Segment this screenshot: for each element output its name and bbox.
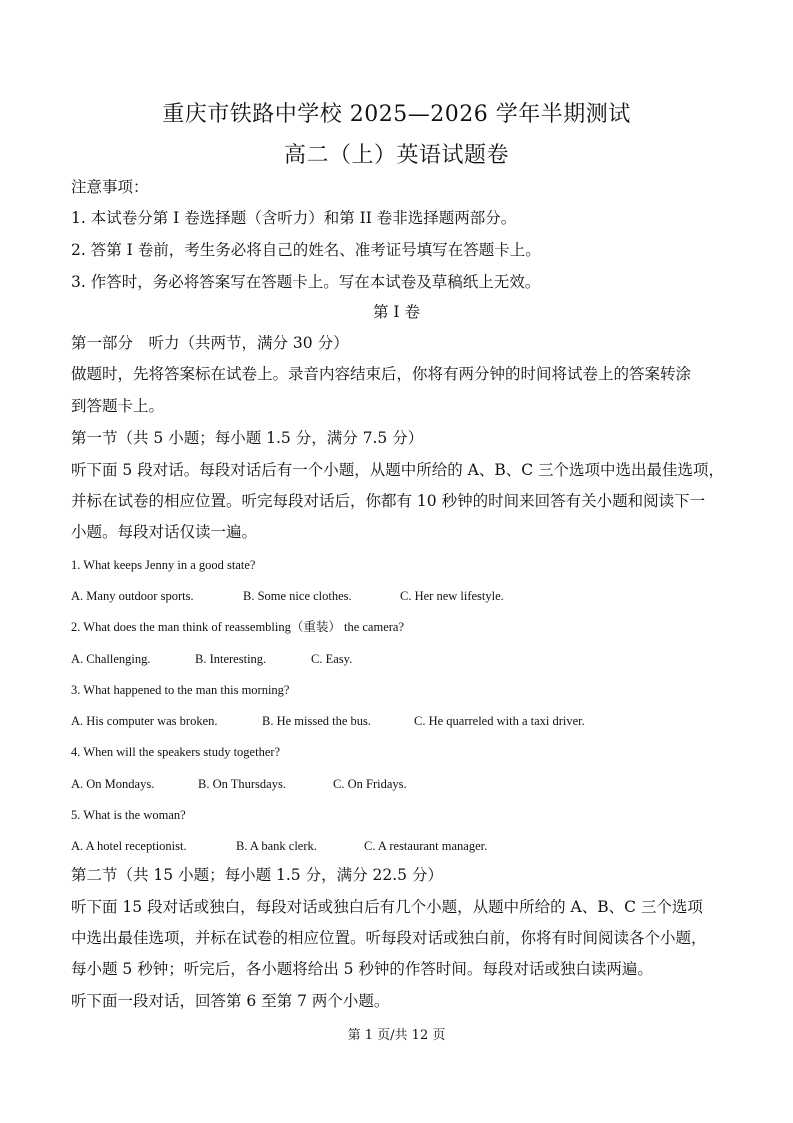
question-options [71, 836, 731, 856]
question-options [71, 586, 731, 606]
section1-instruction: 并标在试卷的相应位置。听完每段对话后，你都有 10 秒钟的时间来回答有关小题和阅读下一 [71, 492, 706, 510]
option-c: C. Easy. [311, 652, 353, 666]
notice-item: 2. 答第 I 卷前，考生务必将自己的姓名、准考证号填写在答题卡上。 [71, 241, 541, 259]
exam-title: 重庆市铁路中学校 2025—2026 学年半期测试 [162, 102, 631, 127]
option-b: B. Interesting. [195, 652, 267, 666]
notice-item: 3. 作答时，务必将答案写在答题卡上。写在本试卷及草稿纸上无效。 [71, 273, 541, 291]
section1-instruction: 小题。每段对话仅读一遍。 [71, 523, 258, 541]
option-a: A. Many outdoor sports. [71, 589, 194, 603]
section2-instruction: 听下面 15 段对话或独白，每段对话或独白后有几个小题，从题中所给的 A、B、C 三个选项 [71, 898, 703, 916]
question-stem: 1. What keeps Jenny in a good state? [71, 558, 256, 572]
question-stem: 5. What is the woman? [71, 808, 186, 822]
part1-heading: 第一部分 听力（共两节，满分 30 分） [71, 334, 349, 352]
option-b: B. A bank clerk. [236, 839, 317, 853]
option-a: A. Challenging. [71, 652, 151, 666]
section1-instruction: 听下面 5 段对话。每段对话后有一个小题，从题中所给的 A、B、C 三个选项中选出最佳选项， [71, 461, 725, 479]
option-c: C. He quarreled with a taxi driver. [414, 714, 585, 728]
page-number: 第 1 页/共 12 页 [347, 1028, 446, 1043]
section2-instruction: 中选出最佳选项，并标在试卷的相应位置。听每段对话或独白前，你将有时间阅读各个小题， [71, 929, 707, 947]
volume-heading: 第 I 卷 [373, 303, 420, 321]
part1-instruction: 做题时，先将答案标在试卷上。录音内容结束后，你将有两分钟的时间将试卷上的答案转涂 [71, 365, 692, 383]
option-b: B. On Thursdays. [198, 777, 286, 791]
notice-heading: 注意事项： [71, 178, 149, 196]
question-options [71, 774, 731, 794]
option-b: B. He missed the bus. [262, 714, 372, 728]
option-c: C. A restaurant manager. [364, 839, 488, 853]
question-options [71, 649, 731, 669]
section1-heading: 第一节（共 5 小题；每小题 1.5 分，满分 7.5 分） [71, 429, 424, 447]
question-stem: 4. When will the speakers study together? [71, 745, 281, 759]
option-a: A. On Mondays. [71, 777, 155, 791]
part1-instruction: 到答题卡上。 [71, 397, 165, 415]
question-options [71, 711, 731, 731]
question-stem: 3. What happened to the man this morning? [71, 683, 290, 697]
notice-item: 1. 本试卷分第 I 卷选择题（含听力）和第 II 卷非选择题两部分。 [71, 209, 517, 227]
option-b: B. Some nice clothes. [243, 589, 352, 603]
question-stem: 2. What does the man think of reassembling（重装） the camera? [71, 620, 405, 634]
option-c: C. On Fridays. [333, 777, 407, 791]
section2-instruction: 听下面一段对话，回答第 6 至第 7 两个小题。 [71, 992, 390, 1010]
exam-subtitle: 高二（上）英语试题卷 [283, 143, 509, 168]
section2-heading: 第二节（共 15 小题；每小题 1.5 分，满分 22.5 分） [71, 866, 443, 884]
section2-instruction: 每小题 5 秒钟；听完后，各小题将给出 5 秒钟的作答时间。每段对话或独白读两遍。 [71, 960, 653, 978]
option-a: A. A hotel receptionist. [71, 839, 187, 853]
option-c: C. Her new lifestyle. [400, 589, 504, 603]
option-a: A. His computer was broken. [71, 714, 218, 728]
